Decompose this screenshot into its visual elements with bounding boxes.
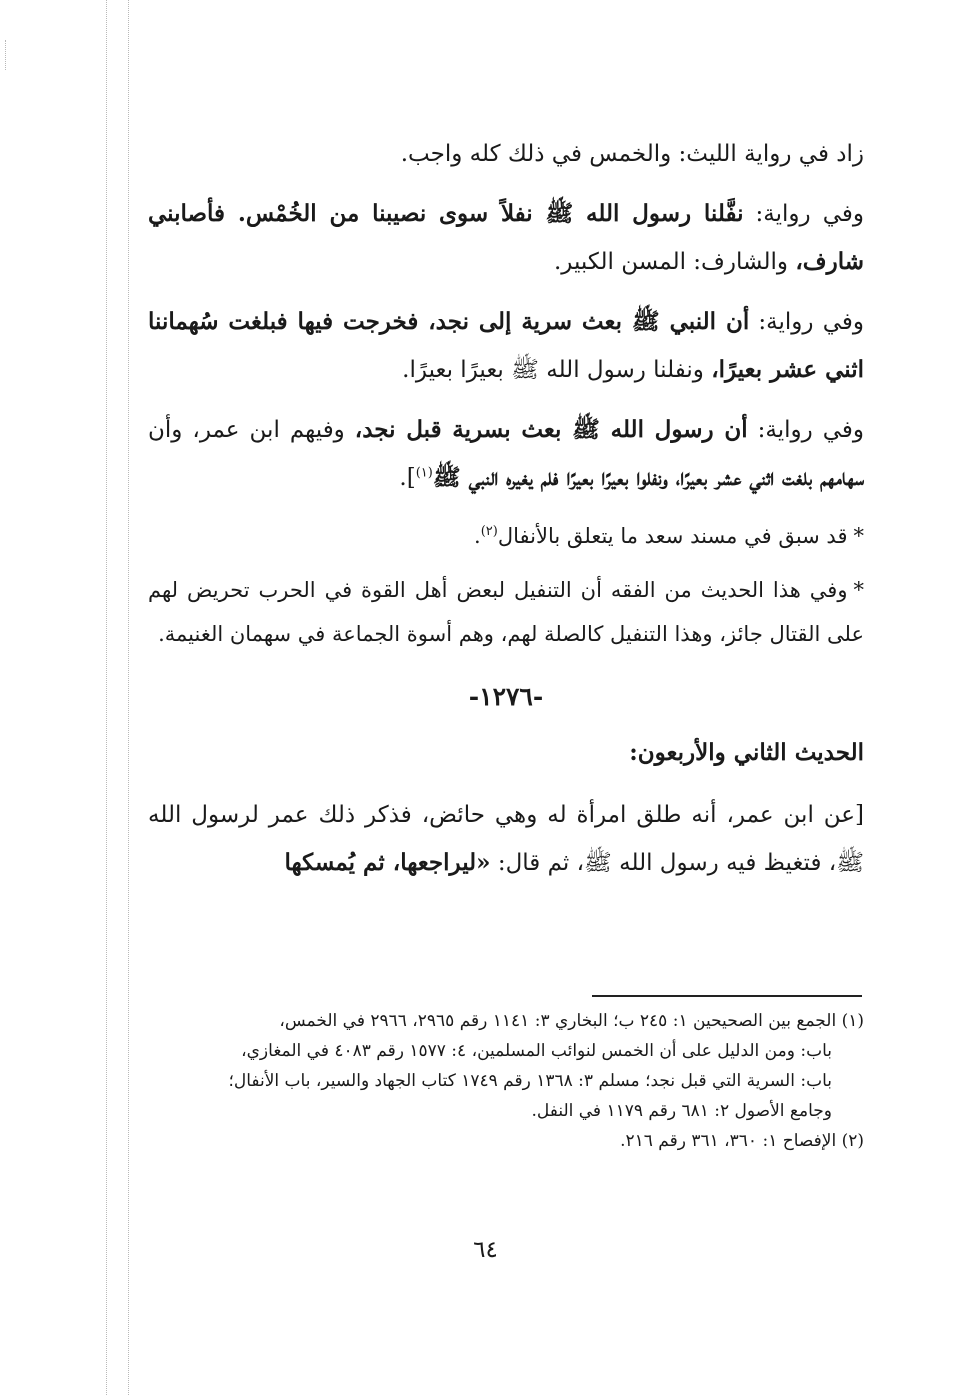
narration-text: وفيهم ابن عمر، وأن bbox=[148, 417, 355, 443]
footnote-divider bbox=[592, 995, 862, 997]
paragraph-narration-najd bbox=[148, 298, 864, 394]
note-text: قد سبق في مسند سعد ما يتعلق بالأنفال bbox=[497, 524, 848, 548]
paragraph-laith-narration bbox=[148, 130, 864, 178]
scan-artifact-line bbox=[128, 0, 129, 1395]
scan-artifact-line bbox=[5, 40, 6, 70]
footnote-1: (١) الجمع بين الصحيحين ١: ٢٤٥ ب؛ البخاري ٣: ١١٤١ رقم ٢٩٦٥، ٢٩٦٦ في الخمس، bbox=[279, 1011, 864, 1031]
section-heading: الحديث الثاني والأربعون: bbox=[629, 739, 864, 766]
paragraph-narration-sariyya bbox=[148, 406, 864, 502]
footnote-1-continued: وجامع الأصول ٢: ٦٨١ رقم ١١٧٩ في النفل. bbox=[531, 1101, 832, 1121]
footnotes bbox=[148, 1006, 864, 1156]
star-bullet-icon: * bbox=[853, 578, 864, 602]
narration-intro: وفي رواية: bbox=[749, 309, 864, 335]
paragraph-next-hadith bbox=[148, 791, 864, 887]
hadith-text: سهامهم بلغت اثني عشر بعيرًا، ونفلوا بعيرًا بعيرًا فلم يغيره النبي ﷺ bbox=[432, 464, 864, 491]
page-body bbox=[148, 130, 864, 899]
footnote-1-continued: باب: ومن الدليل على أن الخمس لنوائب المسلمين، ٤: ١٥٧٧ رقم ٤٠٨٣ في المغازي، bbox=[241, 1041, 832, 1061]
narration-text: ونفلنا رسول الله ﷺ بعيرًا بعيرًا. bbox=[402, 357, 712, 383]
footnote-1-continued: باب: السرية التي قبل نجد؛ مسلم ٣: ١٣٦٨ رقم ١٧٤٩ كتاب الجهاد والسير، باب الأنفال؛ bbox=[228, 1071, 832, 1091]
narration-intro: وفي رواية: bbox=[743, 201, 864, 227]
hadith-number: -١٢٧٦- bbox=[468, 682, 544, 711]
scan-artifact-line bbox=[106, 0, 107, 1395]
hadith-text: نفَّلنا رسول الله ﷺ نفلاً سوى نصيبنا من الخُمْس. فأصابني شارف، bbox=[148, 200, 864, 275]
footnote-ref-2[interactable]: (٢) bbox=[480, 524, 498, 539]
hadith-text: أن رسول الله ﷺ بعث بسرية قبل نجد، bbox=[354, 416, 748, 443]
note-anfal bbox=[148, 514, 864, 558]
paragraph-text: زاد في رواية الليث: والخمس في ذلك كله واجب. bbox=[400, 141, 864, 167]
bracket-close: ]. bbox=[399, 465, 416, 491]
page-number: ٦٤ bbox=[473, 1237, 498, 1263]
hadith-intro: [عن ابن عمر، أنه طلق امرأة له وهي حائض، فذكر ذلك عمر لرسول الله ﷺ، فتغيظ فيه رسول الله ﷺ، ثم قال: bbox=[148, 802, 864, 876]
paragraph-narration-nafl bbox=[148, 190, 864, 286]
narration-text: والشارف: المسن الكبير. bbox=[553, 249, 796, 275]
narration-intro: وفي رواية: bbox=[747, 417, 864, 443]
star-bullet-icon: * bbox=[853, 524, 864, 548]
note-text: وفي هذا الحديث من الفقه أن التنفيل لبعض أهل القوة في الحرب تحريض لهم على القتال جائز، وهذا التنفيل كالصلة لهم، وهم أسوة الجماعة في سهمان الغنيمة. bbox=[148, 578, 864, 646]
footnote-ref-1[interactable]: (١) bbox=[415, 465, 433, 481]
hadith-text: أن النبي ﷺ بعث سرية إلى نجد، فخرجت فيها فبلغت سُهماننا اثني عشر بعيرًا، bbox=[148, 308, 864, 383]
hadith-text: «ليراجعها، ثم يُمسكها bbox=[284, 849, 491, 876]
footnote-2: (٢) الإفصاح ١: ٣٦٠، ٣٦١ رقم ٢١٦. bbox=[620, 1131, 864, 1151]
note-fiqh bbox=[148, 568, 864, 656]
note-end: . bbox=[474, 524, 481, 548]
